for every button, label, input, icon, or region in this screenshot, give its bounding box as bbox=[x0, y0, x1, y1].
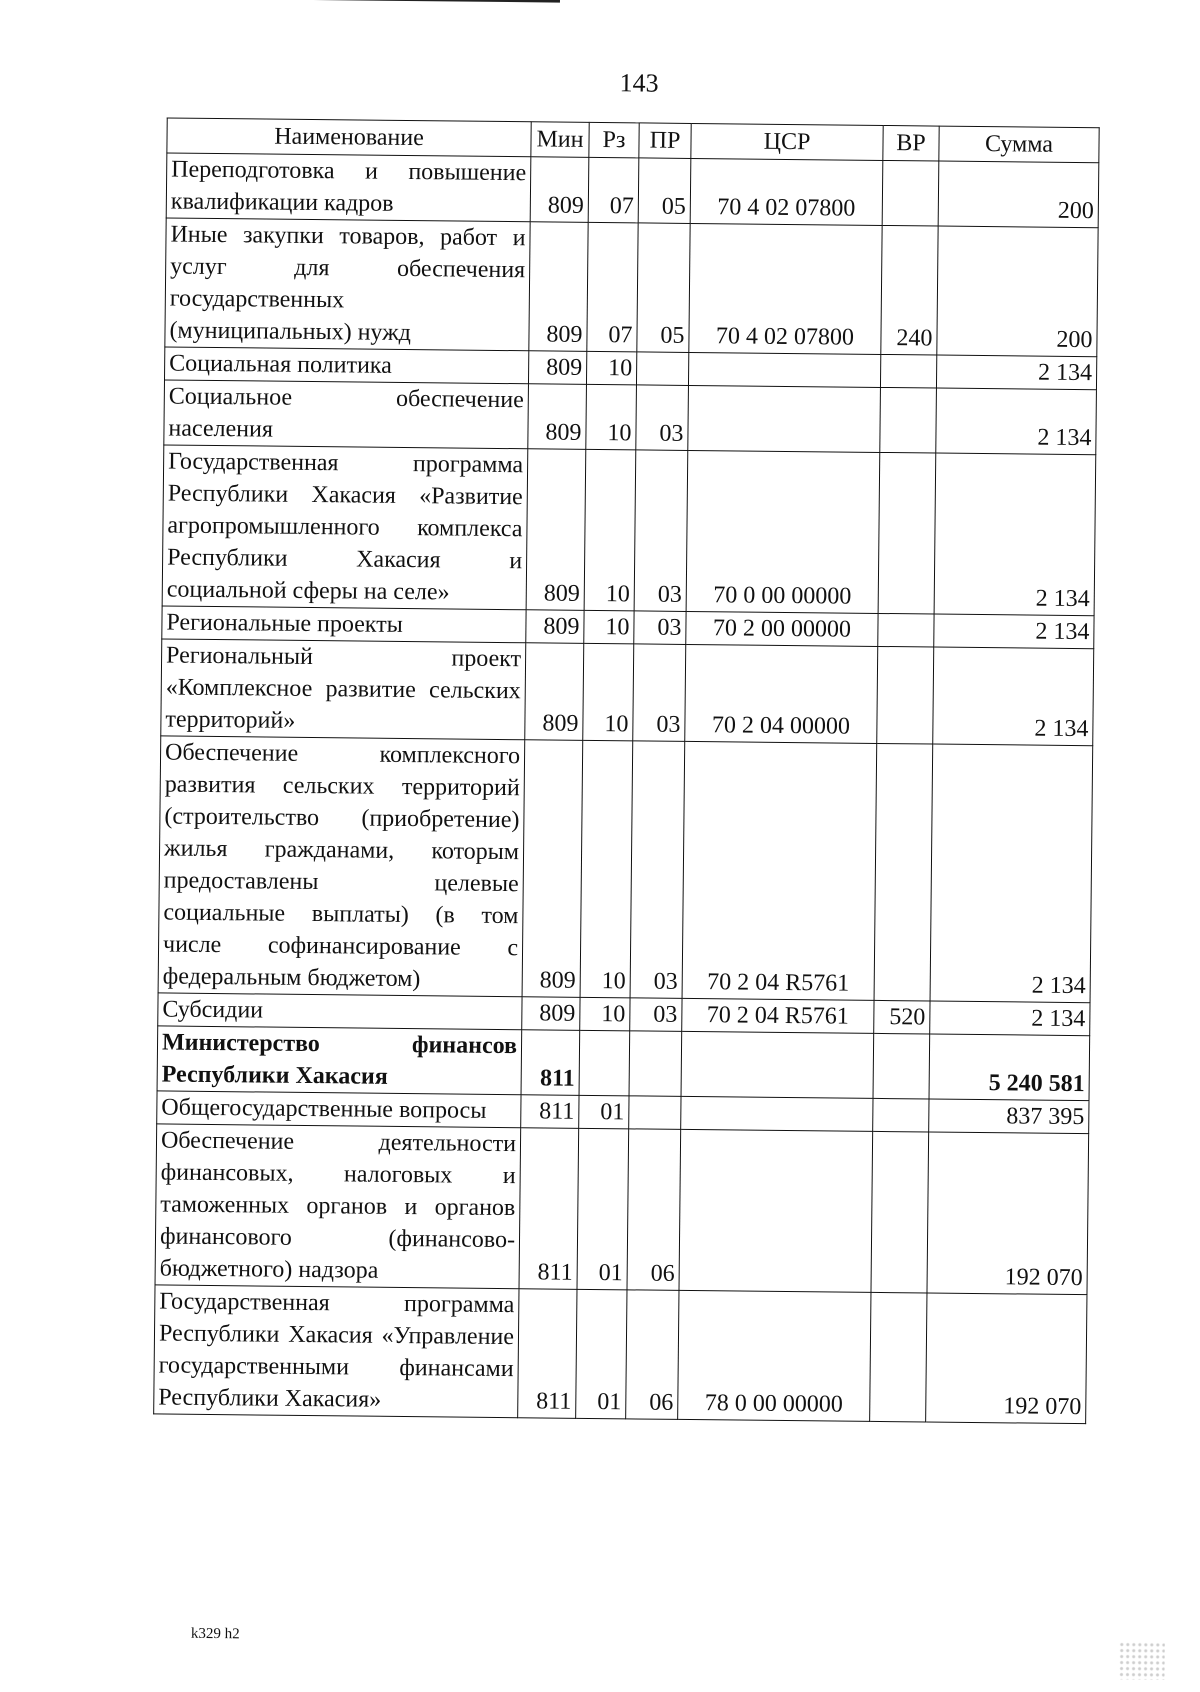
table-row bbox=[155, 1124, 1089, 1295]
cell-rz bbox=[579, 1030, 630, 1096]
cell-name: Переподготовка и повышение квалификации кадров bbox=[166, 153, 531, 222]
cell-pr: 05 bbox=[637, 223, 690, 353]
cell-sum: 2 134 bbox=[936, 388, 1097, 455]
cell-name: Государственная программа Республики Хакасия «Развитие агропромышленного комплекса Республики Хакасия и социальной сферы на селе» bbox=[162, 445, 528, 610]
cell-pr bbox=[636, 352, 688, 386]
header-vr: ВР bbox=[883, 125, 939, 161]
table-row bbox=[165, 218, 1098, 357]
cell-rz: 10 bbox=[580, 740, 633, 998]
cell-rz: 10 bbox=[584, 610, 634, 644]
cell-vr bbox=[871, 1131, 929, 1293]
cell-name: Субсидии bbox=[158, 993, 522, 1030]
cell-pr: 03 bbox=[634, 611, 686, 645]
cell-name: Государственная программа Республики Хакасия «Управление государственными финансами Республики Хакасия» bbox=[154, 1285, 519, 1418]
cell-rz: 01 bbox=[576, 1289, 627, 1419]
cell-csr: 78 0 00 00000 bbox=[678, 1290, 871, 1421]
cell-min: 811 bbox=[521, 1030, 580, 1096]
cell-csr bbox=[681, 1096, 873, 1131]
cell-csr bbox=[688, 385, 881, 452]
table-row bbox=[158, 736, 1093, 1003]
cell-name: Иные закупки товаров, работ и услуг для обеспечения государственных (муниципальных) нужд bbox=[165, 218, 530, 351]
cell-sum: 200 bbox=[937, 226, 1098, 357]
cell-vr bbox=[870, 1292, 927, 1422]
cell-pr: 03 bbox=[630, 998, 682, 1032]
scan-speck bbox=[1118, 1642, 1164, 1680]
cell-min: 809 bbox=[526, 610, 584, 644]
cell-pr: 05 bbox=[638, 158, 691, 224]
cell-name: Региональный проект «Комплексное развитие сельских территорий» bbox=[161, 639, 526, 740]
table-row bbox=[166, 153, 1099, 228]
cell-sum: 2 134 bbox=[930, 744, 1093, 1003]
cell-csr bbox=[688, 352, 880, 387]
cell-csr bbox=[679, 1129, 873, 1292]
cell-sum: 837 395 bbox=[929, 1099, 1089, 1134]
cell-pr: 03 bbox=[633, 644, 686, 742]
cell-sum: 192 070 bbox=[926, 1293, 1087, 1424]
cell-vr bbox=[880, 387, 937, 453]
cell-vr: 520 bbox=[874, 1000, 930, 1034]
cell-vr bbox=[882, 160, 939, 226]
cell-rz: 10 bbox=[584, 449, 636, 611]
cell-sum: 200 bbox=[938, 161, 1099, 228]
footer-code: k329 h2 bbox=[190, 1625, 240, 1643]
cell-name: Общегосударственные вопросы bbox=[157, 1091, 521, 1128]
table-row bbox=[157, 1026, 1090, 1101]
cell-vr bbox=[878, 452, 936, 614]
scan-edge bbox=[0, 0, 560, 3]
cell-rz: 10 bbox=[580, 997, 630, 1031]
cell-min: 811 bbox=[519, 1128, 579, 1290]
cell-name: Социальное обеспечение населения bbox=[164, 380, 529, 449]
cell-pr bbox=[629, 1031, 682, 1097]
header-csr: ЦСР bbox=[691, 123, 883, 160]
header-pr: ПР bbox=[639, 123, 691, 159]
cell-sum: 192 070 bbox=[927, 1132, 1089, 1295]
table-row bbox=[162, 445, 1096, 616]
cell-csr: 70 2 04 R5761 bbox=[682, 741, 877, 1000]
cell-name: Обеспечение деятельности финансовых, налоговых и таможенных органов и органов финансового (финансово-бюджетного) надзора bbox=[155, 1124, 521, 1289]
cell-name: Региональные проекты bbox=[162, 606, 526, 643]
cell-pr bbox=[629, 1096, 681, 1130]
budget-table bbox=[153, 117, 1100, 1424]
cell-vr bbox=[880, 354, 936, 388]
header-rz: Рз bbox=[589, 122, 639, 158]
cell-min: 811 bbox=[518, 1289, 577, 1419]
cell-vr bbox=[873, 1033, 930, 1099]
cell-min: 809 bbox=[530, 157, 589, 223]
cell-sum: 2 134 bbox=[936, 355, 1096, 390]
cell-pr: 03 bbox=[636, 385, 689, 451]
cell-sum: 2 134 bbox=[934, 614, 1094, 649]
cell-rz: 10 bbox=[586, 351, 636, 385]
cell-min: 809 bbox=[522, 997, 580, 1031]
cell-sum: 2 134 bbox=[930, 1001, 1090, 1036]
cell-csr: 70 2 04 R5761 bbox=[682, 998, 874, 1033]
table-row bbox=[161, 639, 1094, 746]
cell-rz: 07 bbox=[587, 222, 638, 352]
cell-pr: 06 bbox=[627, 1129, 681, 1291]
cell-name: Обеспечение комплексного развития сельских территорий (строительство (приобретение) жилья гражданами, которым предоставлены целевые социальные выплаты) (в том числе софинансирование с федеральным бюджетом) bbox=[158, 736, 525, 997]
cell-vr bbox=[878, 613, 934, 647]
cell-min: 809 bbox=[526, 449, 586, 611]
cell-vr bbox=[873, 1098, 929, 1132]
table-body bbox=[154, 153, 1099, 1424]
cell-min: 809 bbox=[528, 351, 586, 385]
cell-pr: 03 bbox=[634, 450, 688, 612]
table-row bbox=[164, 380, 1097, 455]
cell-vr bbox=[874, 743, 933, 1001]
cell-csr: 70 2 04 00000 bbox=[685, 644, 878, 743]
cell-rz: 01 bbox=[577, 1128, 629, 1290]
cell-csr: 70 0 00 00000 bbox=[686, 450, 880, 613]
cell-min: 809 bbox=[525, 643, 584, 741]
cell-rz: 01 bbox=[579, 1095, 629, 1129]
cell-rz: 10 bbox=[583, 643, 634, 741]
cell-pr: 06 bbox=[626, 1290, 679, 1420]
header-name: Наименование bbox=[167, 118, 531, 157]
cell-pr: 03 bbox=[630, 741, 685, 999]
header-sum: Сумма bbox=[939, 126, 1099, 163]
cell-name: Социальная политика bbox=[164, 347, 528, 384]
cell-csr: 70 2 00 00000 bbox=[686, 611, 878, 646]
table-row bbox=[154, 1285, 1087, 1424]
cell-min: 809 bbox=[529, 222, 588, 352]
cell-sum: 2 134 bbox=[933, 647, 1094, 746]
cell-sum: 2 134 bbox=[934, 453, 1096, 616]
cell-rz: 07 bbox=[588, 157, 639, 223]
cell-vr: 240 bbox=[881, 225, 938, 355]
page-number: 143 bbox=[619, 68, 659, 98]
cell-vr bbox=[877, 646, 934, 744]
cell-sum: 5 240 581 bbox=[929, 1034, 1090, 1101]
cell-name: Министерство финансов Республики Хакасия bbox=[157, 1026, 522, 1095]
cell-rz: 10 bbox=[586, 384, 637, 450]
cell-csr: 70 4 02 07800 bbox=[690, 158, 883, 225]
header-min: Мин bbox=[531, 122, 589, 158]
cell-csr: 70 4 02 07800 bbox=[689, 223, 882, 354]
cell-min: 809 bbox=[522, 740, 583, 998]
cell-min: 809 bbox=[528, 384, 587, 450]
cell-csr bbox=[681, 1031, 874, 1098]
cell-min: 811 bbox=[521, 1095, 579, 1129]
